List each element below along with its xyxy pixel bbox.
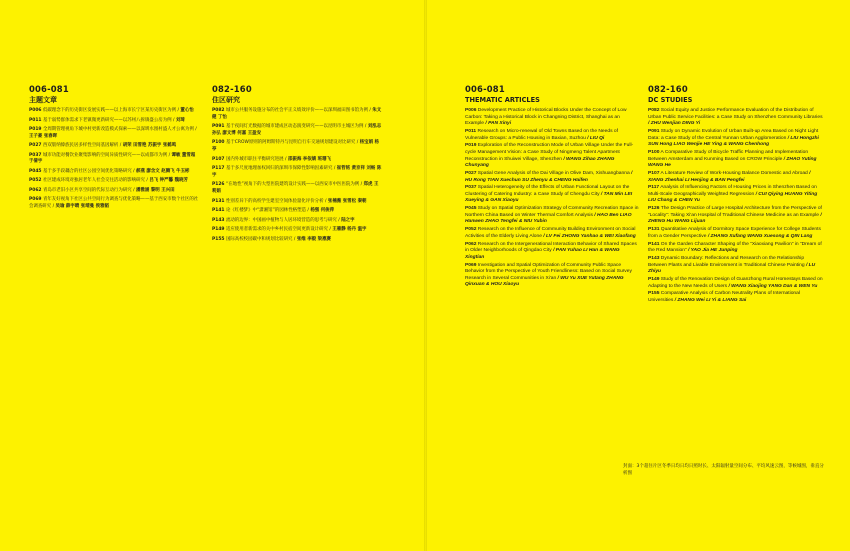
entry-page-number: P141 [212, 208, 225, 214]
entry-title: Quantitative Analysis of Dormitory Space Experience for College Students from a Gender Perspective [648, 227, 821, 239]
contents-entry [465, 206, 639, 226]
entry-title: 基于弱势群体需求下老镇微更新研究——以苏州八拆镇盛公房为例 [42, 117, 172, 123]
entry-authors: / CUI Qiying HUANG Yiting LIU Chang & CHEN Yu [648, 191, 818, 204]
contents-entry: P143 流动的边界：中国画中植物与人居环境营造的思考与研究 / 陆之宇 [212, 217, 355, 223]
contents-entry [648, 185, 824, 205]
entry-title: 国内外城市职住平衡研究进展 [225, 156, 284, 162]
contents-entry: P126 “在地性”视角下的大型医院建筑设计实践——以西安市中医医院为例 / 郑虎 王莉娟 [212, 182, 379, 195]
contents-entry [648, 171, 824, 184]
entry-title: 青年友好视角下社区公共空间行为调查与优化策略——基于西安市数个社区的社会调查研究 [29, 197, 199, 210]
entry-page-number: P006 [29, 108, 42, 113]
entry-page-number: P100 [648, 149, 660, 155]
entry-page-number: P006 [465, 108, 477, 113]
entry-authors: / HU Rong TIAN Xuechun SU Zhenyu & CHENG Haifen [465, 170, 633, 183]
entry-title: On the Garden Character Shaping of the “Xiaoxiang Pavilion” in “Dream of the Red Mansion” [648, 241, 822, 254]
section-page-range: 006-081 [29, 84, 69, 94]
contents-entry: P155 国际高校校园碳中和规划比较研究 / 张维 李毅 梁惠赛 [212, 236, 331, 242]
contents-entry: P100 基于CROW原则的阿姆斯特丹与昆明自行车交通规划建设对比研究 / 杨宝娟 杨亭 [212, 140, 379, 153]
entry-title: Research on the Intergenerational Interaction Behavior of Shared Spaces in Older Neighborhoods of Qingdao City [465, 241, 637, 254]
entry-page-number: P143 [648, 255, 660, 261]
contents-entry [648, 242, 824, 255]
entry-page-number: P069 [29, 197, 42, 203]
contents-entry: P045 基于多手段耦合的社区公园空间优化策略研究 / 郝燕 廖含文 赵腾飞 牛玉彬 [29, 168, 190, 174]
contents-entry: P052 社区建成环境对独居老年人社会交往活动的影响研究 / 吕飞 钟严馨 魏晓芳 [29, 178, 188, 184]
contents-entry: P062 青岛市老旧小区共享空间的代际互动行为研究 / 潘雅涵 黎明 王兴田 [29, 187, 175, 193]
entry-page-number: P117 [212, 166, 225, 172]
entry-title: 论《红楼梦》中“潇湘馆”的园林性格塑造 [225, 208, 306, 214]
contents-entry: P141 论《红楼梦》中“潇湘馆”的园林性格塑造 / 杨强 何俊萍 [212, 208, 335, 214]
entry-page-number: P037 [465, 185, 477, 191]
entry-page-number: P082 [648, 108, 660, 113]
contents-entry: P006 低碳理念下的历史街区发展实践——以上海市长宁区某历史街区为例 / 董心怡 [29, 108, 194, 113]
entry-authors: / LU Zhiyu [648, 262, 816, 275]
section-title: 住区研究 [212, 96, 240, 104]
entry-authors: 张楠薇 张雪松 秦朝 [327, 198, 367, 204]
entry-title: 适应使用者新需求的关中乡村民宿空间更新设计研究 [225, 227, 328, 233]
contents-entry [648, 206, 824, 226]
entry-title: Analysis of Influencing Factors of Housing Prices in Shenzhen Based on Multi-Scale Geographically Weighted Regression [648, 185, 817, 197]
entry-authors: / PAN Xinyi [485, 121, 512, 127]
entry-title: Development Practice of Historical Blocks Under the Concept of Low Carbon: Taking a Historical Block in Changning District, Shanghai as an Example [465, 108, 627, 127]
entry-authors: / LIU Qi [587, 135, 605, 141]
contents-entry: P069 青年友好视角下社区公共空间行为调查与优化策略——基于西安市数个社区的社会调查研究 / 吴瑜 薛宇晴 张靖曼 侯雅韬 [29, 197, 199, 210]
entry-authors: 董心怡 [180, 108, 194, 113]
entry-title: 基于CROW原则的阿姆斯特丹与昆明自行车交通规划建设对比研究 [225, 140, 356, 146]
entry-title: Research on Micro-renewal of Old Towns Based on the Needs of Vulnerable Groups: a Public Housing in Baxian, Suzhou [465, 128, 618, 141]
entry-page-number: P131 [212, 198, 225, 204]
entry-title: Dynamic Boundary: Reflections and Research on the Relationship Between Plants and Livable Environment in Traditional Chinese Painting [648, 255, 805, 268]
entry-page-number: P107 [648, 170, 660, 176]
entry-page-number: P082 [212, 108, 225, 113]
contents-entry [648, 129, 824, 149]
en-articles-list [465, 108, 639, 289]
entry-title: 流动的边界：中国画中植物与人居环境营造的思考与研究 [225, 217, 337, 223]
entry-title: 全周期管理视角下城中村更新改造模式探索——以深圳水围村盛人才公寓为例 [42, 127, 194, 132]
entry-title: Comparative Analysis of Carbon Neutrality Plans of International Universities [648, 291, 800, 303]
entry-page-number: P149 [648, 276, 660, 282]
contents-entry [465, 185, 639, 205]
zh-articles-column [29, 84, 201, 214]
contents-entry: P011 基于弱势群体需求下老镇微更新研究——以苏州八拆镇盛公房为例 / 刘琦 [29, 117, 185, 123]
entry-page-number: P037 [29, 152, 42, 158]
contents-entry: P037 城市功能对餐饮业聚集影响的空间异质性研究——以成都市为例 / 谭敏 董雪超 于倩宇 [29, 152, 196, 165]
contents-entry [648, 256, 824, 276]
contents-entry [648, 227, 824, 240]
entry-page-number: P155 [212, 236, 225, 242]
entry-title: 西双版纳傣族民居多样性空间基因解析 [42, 143, 119, 149]
entry-authors: 郝燕 廖含文 赵腾飞 牛玉彬 [136, 168, 190, 174]
entry-authors: 王雁静 杨丹 温宇 [332, 227, 367, 233]
entry-title: 社区建成环境对独居老年人社会交往活动的影响研究 [42, 178, 145, 184]
entry-title: Investigation and Spatial Optimization of Community Public Space Behavior from the Perspective of Youth Friendliness: Based on Social Survey Research in Several Communities in Xi'an [465, 262, 632, 281]
section-page-range: 082-160 [212, 84, 252, 94]
entry-title: Spatial Gene Analysis of the Dai Village in Olive Dam, Xishuangbanna [477, 170, 630, 176]
entry-title: Study on Dynamic Evolution of Urban Built-up Area Based on Night Light Data: a Case Study of the Central Yunnan Urban Agglomeration [648, 128, 819, 141]
contents-entry: P131 性别差异下的高校学生建室空间体验量化评价分析 / 张楠薇 张雪松 秦朝 [212, 198, 367, 204]
contents-entry: P082 城市公共服务设施分布的社会平正义绩效评价——以深圳福田图书馆为例 / 朱文健 丁怡 [212, 108, 382, 120]
entry-authors: / WU Yu XUE Yutang ZHANG Qinxuan & HOU Xiaoyu [465, 275, 624, 288]
entry-page-number: P126 [648, 206, 660, 212]
entry-page-number: P052 [465, 227, 477, 233]
entry-page-number: P027 [465, 170, 477, 176]
entry-authors: 陆之宇 [341, 217, 355, 223]
entry-page-number: P107 [212, 156, 225, 162]
entry-page-number: P027 [29, 143, 42, 149]
section-page-range: 082-160 [648, 84, 688, 94]
contents-entry [465, 227, 639, 240]
entry-title: A Literature Review of Work-Housing Balance Domestic and Abroad [660, 170, 808, 176]
entry-page-number: P045 [29, 168, 42, 174]
entry-authors: / ZHANG Xufang WANG Xuesong & QIN Lang [707, 233, 813, 239]
entry-title: 低碳理念下的历史街区发展实践——以上海市长宁区某历史街区为例 [42, 108, 177, 113]
en-articles-column [465, 84, 639, 290]
contents-entry [465, 108, 639, 128]
entry-page-number: P091 [648, 128, 660, 134]
cover-caption: 封面：3个超住片区冬季日均日均日照时长、太阳辐射量空间分布、平均风速云图，等候城图，垂直分析图 [623, 464, 824, 476]
entry-title: “在地性”视角下的大型医院建筑设计实践——以西安市中医医院为例 [225, 182, 360, 188]
entry-authors: 郑虎 王莉娟 [212, 182, 379, 195]
entry-authors: / HAO Ben LIAO Hanwen ZHAO Tengfei & NIU Yubin [465, 212, 632, 225]
entry-page-number: P100 [212, 140, 225, 146]
contents-entry: P091 基于夜间灯光数据的城市建成区动态演变研究——以昆明市主城区为例 / 刘泓志 孙弘 廖文博 何嘉 王盈安 [212, 124, 382, 136]
entry-title: 基于夜间灯光数据的城市建成区动态演变研究——以昆明市主城区为例 [225, 124, 364, 130]
entry-authors: / ZHU Wenjian DING Yi [648, 121, 701, 127]
entry-title: Social Equity and Justice Performance Evaluation of the Distribution of Urban Public Service Facilities: a Case Study on Shenzhen Community Libraries [648, 108, 823, 120]
entry-authors: / WANG Zihao ZHANG Chunyang [465, 156, 615, 169]
entry-title: 基于多手段耦合的社区公园空间优化策略研究 [42, 168, 132, 174]
entry-title: 城市公共服务设施分布的社会平正义绩效评价——以深圳福田图书馆为例 [225, 108, 368, 113]
entry-authors: 刘琦 [175, 117, 185, 123]
entry-page-number: P143 [212, 217, 225, 223]
contents-entry [648, 108, 824, 128]
entry-authors: / PAN Yuhao LI Han & WANG Xingtian [465, 248, 620, 260]
entry-title: Study on Spatial Optimization Strategy of Community Recreation Space in Northern China Based on Winter Thermal Comfort Analysis [465, 206, 639, 218]
zh-articles-list [29, 108, 201, 211]
zh-studies-column [212, 84, 382, 246]
entry-authors: 吴瑜 薛宇晴 张靖曼 侯雅韬 [55, 204, 109, 210]
entry-authors: / ZHAO Yuting WANG He [648, 156, 817, 169]
contents-entry: P149 适应使用者新需求的关中乡村民宿空间更新设计研究 / 王雁静 杨丹 温宇 [212, 227, 367, 233]
entry-page-number: P069 [465, 262, 477, 268]
entry-page-number: P117 [648, 185, 660, 191]
entry-page-number: P045 [465, 206, 477, 212]
entry-title: 性别差异下的高校学生建室空间体验量化评价分析 [225, 198, 324, 204]
entry-authors: 谭敏 董雪超 于倩宇 [29, 152, 196, 165]
entry-authors: / TAN Min LEI Xueying & GAN Xiaoyu [465, 191, 633, 204]
contents-entry [648, 150, 824, 170]
entry-page-number: P011 [29, 117, 42, 123]
entry-authors: / XIANG Zhenhai LI Henjing & BAN Pengfei [648, 170, 811, 183]
section-page-range: 006-081 [465, 84, 505, 94]
entry-authors: 王子豪 张春晖 [29, 133, 58, 139]
contents-entry: P117 基于多尺度地理加权回归的深圳市保障性影响因素研究 / 崔哲铭 黄京祥 刘畅 陈宇 [212, 166, 382, 178]
entry-authors: 朱文健 丁怡 [212, 108, 382, 120]
entry-authors: 杨强 何俊萍 [310, 208, 335, 214]
entry-page-number: P155 [648, 291, 660, 297]
entry-authors: 杨宝娟 杨亭 [212, 140, 379, 153]
entry-title: Exploration of the Reconstruction Mode of Urban Village Under the Full-cycle Management Vision: a Case Study of Ningmeng Talent Apartment Reconstruction in Shuiwei Village, Shenzhen [465, 143, 634, 162]
entry-page-number: P149 [212, 227, 225, 233]
entry-page-number: P141 [648, 241, 660, 247]
entry-page-number: P062 [29, 187, 42, 193]
entry-page-number: P052 [29, 178, 42, 184]
contents-entry [648, 291, 824, 304]
entry-title: The Design Practice of Large Hospital Architecture from the Perspective of “Locality”: Taking Xi'an Hospital of Traditional Chinese Medicine as an Example [648, 206, 822, 218]
section-title: DC STUDIES [648, 96, 693, 104]
entry-title: 国际高校校园碳中和规划比较研究 [225, 236, 293, 242]
zh-studies-list [212, 108, 382, 243]
entry-title: Spatial Heterogeneity of the Effects of Urban Functional Layout on the Clustering of Catering Industry: a Case Study of Chengdu City [465, 185, 630, 197]
entry-page-number: P019 [29, 127, 42, 132]
entry-authors: / YAO Jia HE Junping [687, 248, 738, 254]
contents-entry [465, 263, 639, 289]
contents-entry [465, 129, 639, 142]
contents-entry [465, 171, 639, 184]
entry-page-number: P011 [465, 128, 477, 134]
entry-authors: / LIU Hongzhi SUN Hong LIAO Wenjie HE Ying & WANG Chenhong [648, 135, 819, 148]
en-studies-list [648, 108, 824, 305]
entry-authors: / ZHANG Wei LI Yi & LIANG Sai [674, 297, 747, 303]
section-title: THEMATIC ARTICLES [465, 96, 540, 104]
entry-title: 基于多尺度地理加权回归的深圳市保障性影响因素研究 [225, 166, 333, 172]
entry-title: 青岛市老旧小区共享空间的代际互动行为研究 [42, 187, 132, 193]
entry-authors: 潘雅涵 黎明 王兴田 [136, 187, 175, 193]
contents-entry: P107 国内外城市职住平衡研究进展 / 邵振海 李依婧 班珊飞 [212, 156, 331, 162]
entry-authors: / WANG Xiaojing YANG Dan & WEN Yu [728, 283, 818, 289]
entry-authors: 吕飞 钟严馨 魏晓芳 [149, 178, 188, 184]
entry-authors: 刘泓志 孙弘 廖文博 何嘉 王盈安 [212, 124, 382, 136]
entry-title: 城市功能对餐饮业聚集影响的空间异质性研究——以成都市为例 [42, 152, 168, 158]
entry-authors: / ZHENG Hu WANG Lijuan [648, 212, 822, 225]
entry-authors: 张维 李毅 梁惠赛 [296, 236, 331, 242]
contents-entry: P019 全周期管理视角下城中村更新改造模式探索——以深圳水围村盛人才公寓为例 / 王子豪 张春晖 [29, 127, 197, 139]
entry-page-number: P126 [212, 182, 225, 188]
entry-page-number: P062 [465, 241, 477, 247]
left-page-chinese-contents [0, 0, 424, 551]
entry-authors: 邵振海 李依婧 班珊飞 [287, 156, 331, 162]
section-title: 主题文章 [29, 96, 57, 104]
entry-page-number: P091 [212, 124, 225, 130]
en-studies-column [648, 84, 824, 306]
entry-title: A Comparative Study of Bicycle Traffic Planning and Implementation Between Amsterdam and Kunming Based on CROW Principle [648, 149, 809, 162]
entry-authors: 胡荣 田雪艳 苏振宇 张鹤鸣 [122, 143, 177, 149]
entry-authors: / LV Fei ZHONG Yanhao & WEI Xiaofang [543, 233, 636, 239]
contents-entry [465, 143, 639, 169]
entry-page-number: P131 [648, 227, 660, 233]
entry-page-number: P019 [465, 143, 477, 149]
entry-title: Study of the Renovation Design of Guanzhong Rural Homestays Based on Adapting to the New Needs of Users [648, 276, 823, 289]
entry-authors: 崔哲铭 黄京祥 刘畅 陈宇 [212, 166, 382, 178]
contents-entry [648, 277, 824, 290]
contents-entry: P027 西双版纳傣族民居多样性空间基因解析 / 胡荣 田雪艳 苏振宇 张鹤鸣 [29, 143, 177, 149]
contents-entry [465, 242, 639, 262]
entry-title: Research on the Influence of Community Building Environment on Social Activities of the Elderly Living Alone [465, 227, 636, 239]
